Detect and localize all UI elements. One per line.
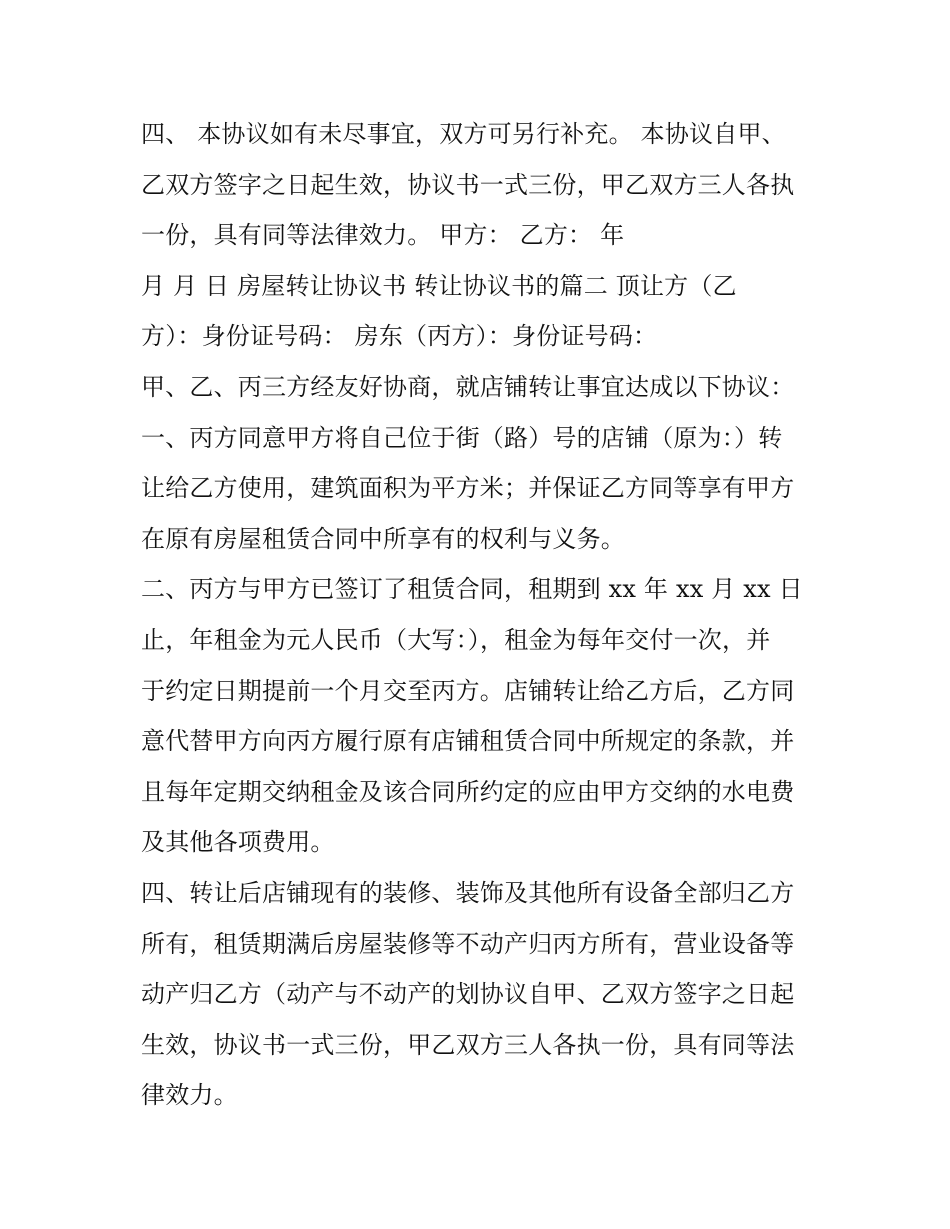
document-line: 止，年租金为元人民币（大写：），租金为每年交付一次，并 <box>141 625 771 654</box>
document-line: 甲、乙、丙三方经友好协商，就店铺转让事宜达成以下协议： <box>141 372 795 401</box>
document-line: 二、丙方与甲方已签订了租赁合同，租期到 xx 年 xx 月 xx 日 <box>141 575 803 604</box>
document-body <box>141 109 831 1121</box>
document-line: 在原有房屋租赁合同中所享有的权利与义务。 <box>141 524 625 553</box>
document-line: 律效力。 <box>141 1081 238 1110</box>
document-line: 四、转让后店铺现有的装修、装饰及其他所有设备全部归乙方 <box>141 878 795 907</box>
document-line: 一、丙方同意甲方将自己位于街（路）号的店铺（原为：）转 <box>141 423 783 452</box>
document-line: 且每年定期交纳租金及该合同所约定的应由甲方交纳的水电费 <box>141 777 795 806</box>
document-line: 乙双方签字之日起生效，协议书一式三份，甲乙双方三人各执 <box>141 170 795 199</box>
document-line: 方）：身份证号码： 房东（丙方）：身份证号码： <box>141 322 658 351</box>
document-line: 让给乙方使用，建筑面积为平方米；并保证乙方同等享有甲方 <box>141 474 795 503</box>
document-line: 四、 本协议如有未尽事宜，双方可另行补充。 本协议自甲、 <box>141 120 786 148</box>
document-line: 一份，具有同等法律效力。 甲方： 乙方： 年 <box>141 221 625 250</box>
document-line: 及其他各项费用。 <box>141 828 335 857</box>
document-line: 所有，租赁期满后房屋装修等不动产归丙方所有，营业设备等 <box>141 929 795 958</box>
document-line: 月 月 日 房屋转让协议书 转让协议书的篇二 顶让方（乙 <box>141 271 737 300</box>
document-line: 于约定日期提前一个月交至丙方。店铺转让给乙方后，乙方同 <box>141 676 795 705</box>
document-line: 动产归乙方（动产与不动产的划协议自甲、乙双方签字之日起 <box>141 980 795 1009</box>
document-line: 生效，协议书一式三份，甲乙双方三人各执一份，具有同等法 <box>141 1030 795 1059</box>
document-line: 意代替甲方向丙方履行原有店铺租赁合同中所规定的条款，并 <box>141 727 795 756</box>
